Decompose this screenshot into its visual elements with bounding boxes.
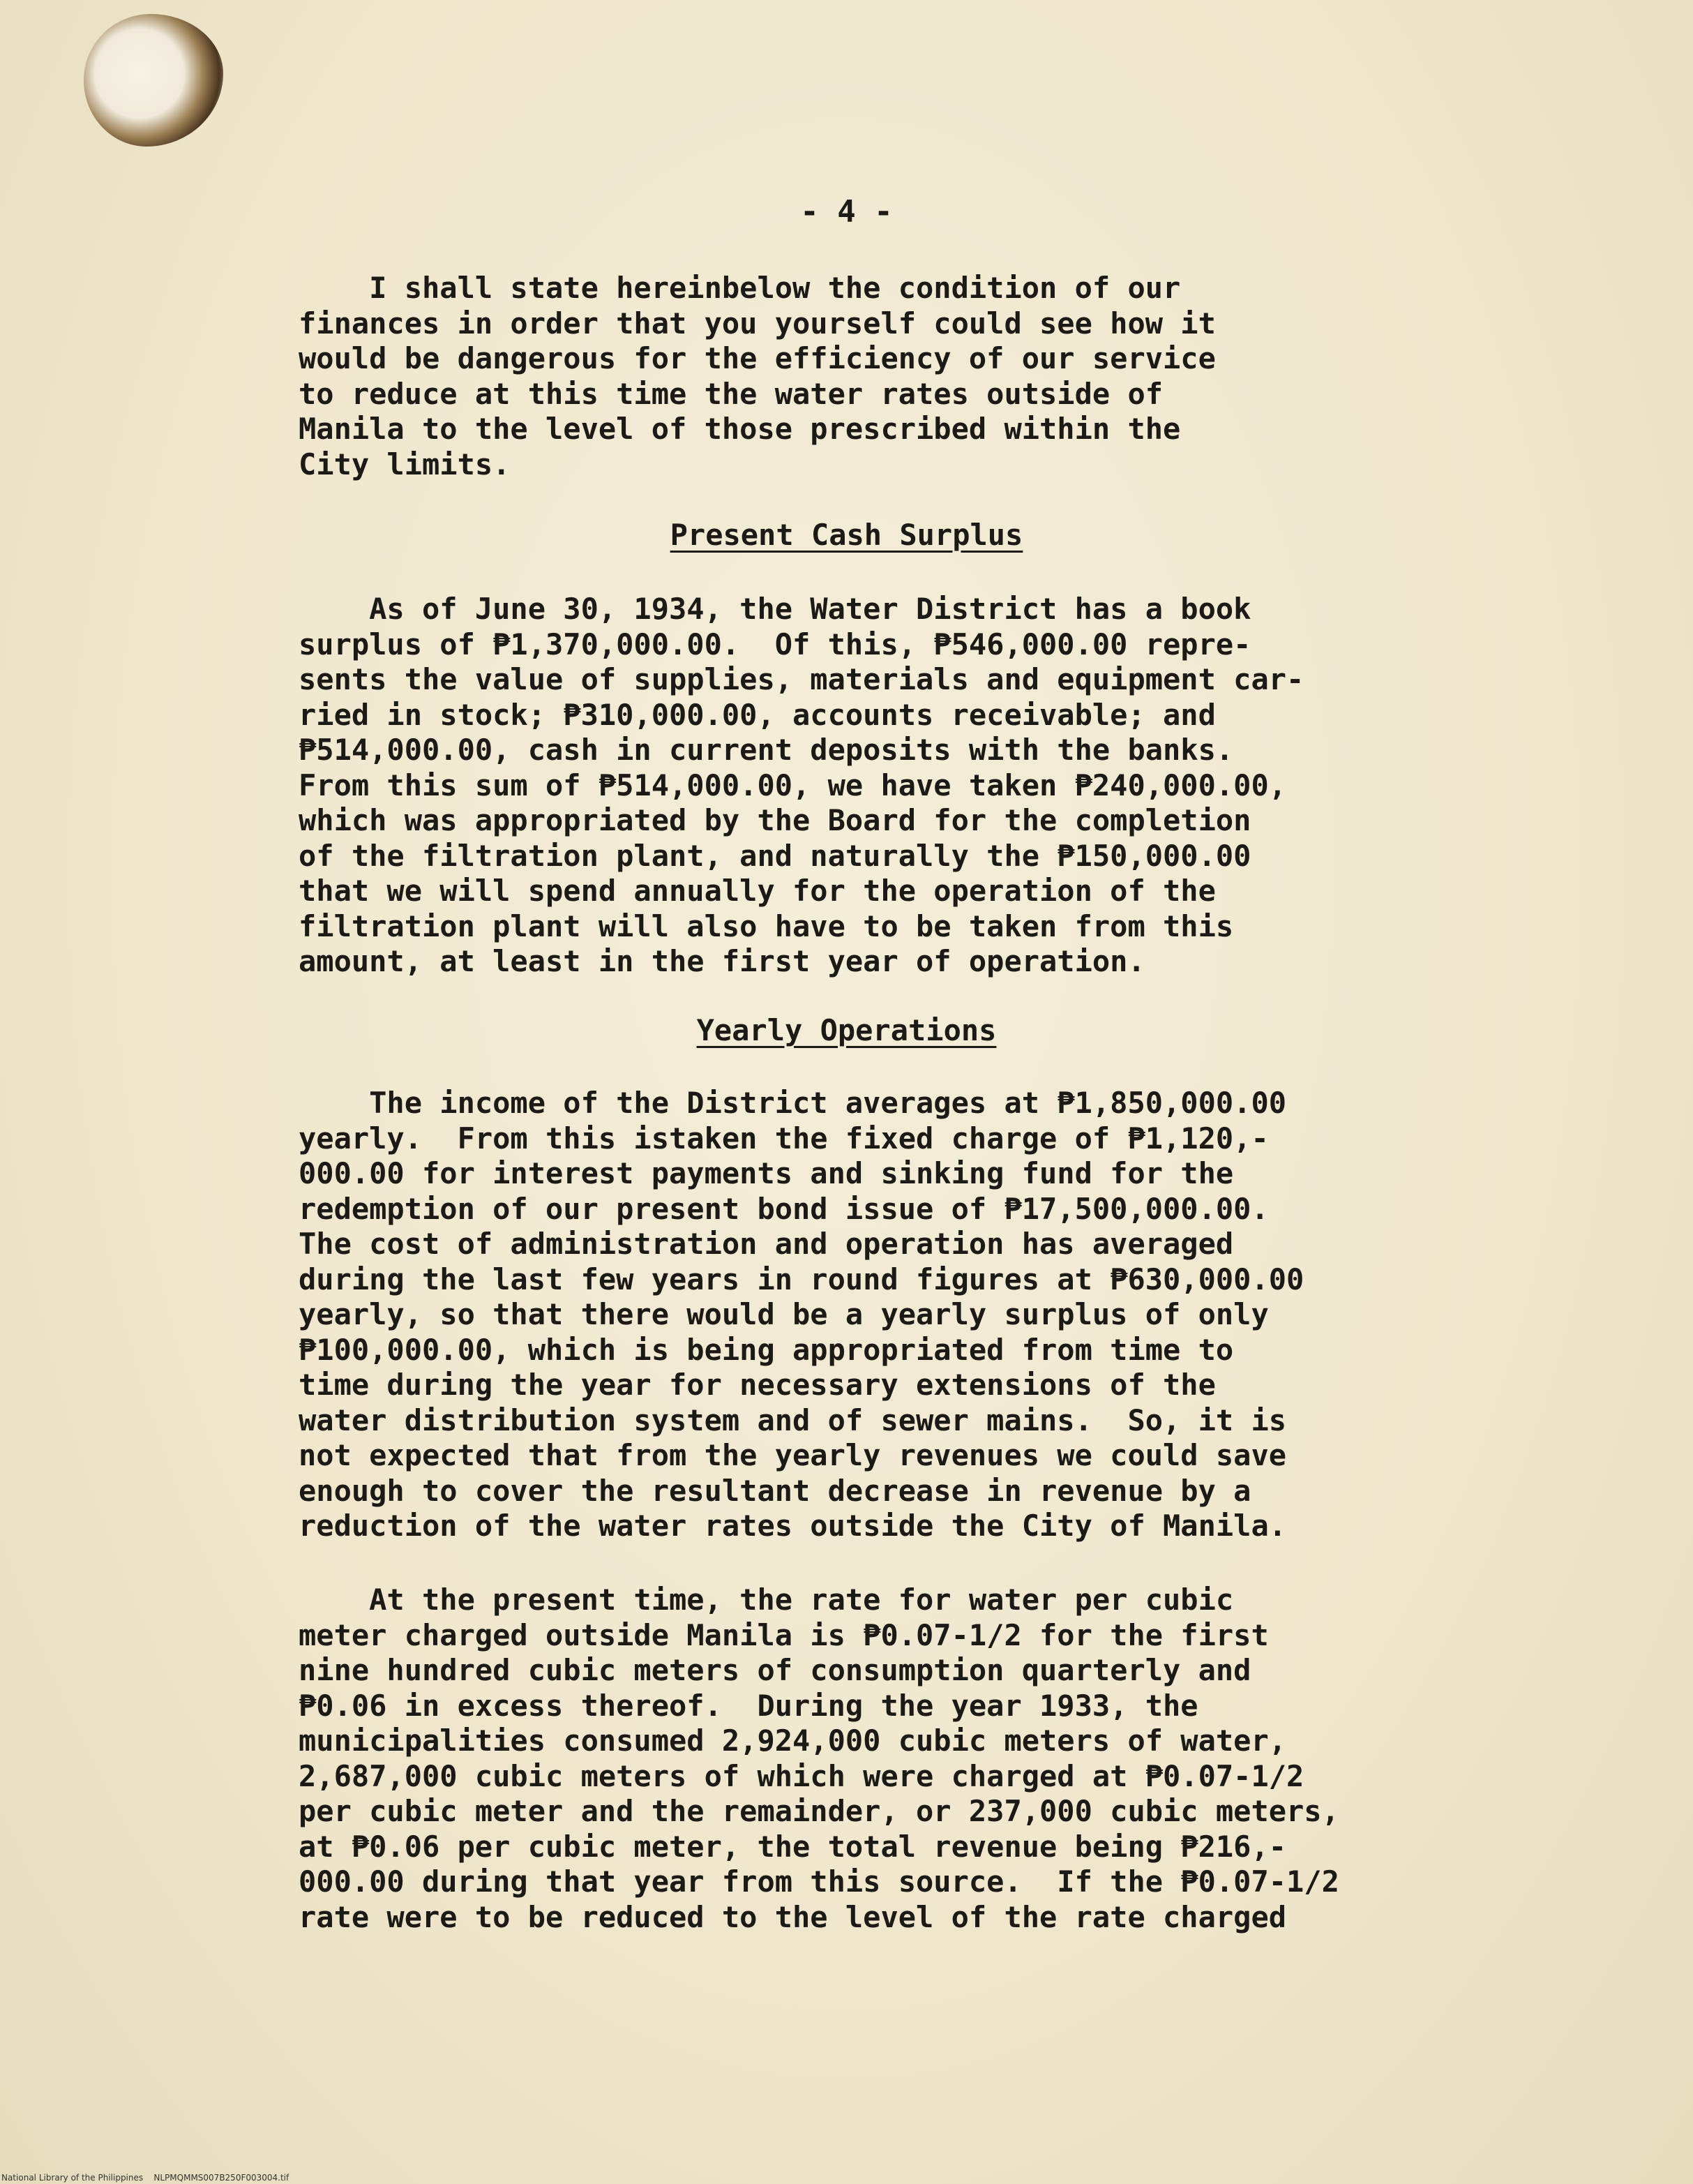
text-line: Manila to the level of those prescribed within the [299,412,1181,446]
text-line: ₱100,000.00, which is being appropriated from time to [299,1332,1234,1367]
text-line: rate were to be reduced to the level of the rate charged [299,1899,1287,1934]
text-line: yearly. From this istaken the fixed charge of ₱1,120,- [299,1121,1269,1155]
text-line: filtration plant will also have to be taken from this [299,908,1234,943]
text-line: water distribution system and of sewer mains. So, it is [299,1403,1287,1437]
text-line: redemption of our present bond issue of ₱17,500,000.00. [299,1191,1269,1226]
heading-text: Present Cash Surplus [670,518,1023,552]
yearly-operations-paragraph [299,1086,1554,1544]
text-line: yearly, so that there would be a yearly surplus of only [299,1297,1269,1331]
text-line: 000.00 during that year from this source. If the ₱0.07-1/2 [299,1864,1339,1899]
text-line: which was appropriated by the Board for the completion [299,803,1251,837]
text-line: reduction of the water rates outside the City of Manila. [299,1509,1287,1543]
text-line: 000.00 for interest payments and sinking fund for the [299,1156,1234,1190]
text-line: 2,687,000 cubic meters of which were charged at ₱0.07-1/2 [299,1758,1304,1793]
text-line: The cost of administration and operation has averaged [299,1227,1234,1261]
text-line: to reduce at this time the water rates outside of [299,376,1164,411]
text-line: municipalities consumed 2,924,000 cubic meters of water, [299,1723,1287,1758]
text-line: of the filtration plant, and naturally the ₱150,000.00 [299,838,1251,873]
text-line: finances in order that you yourself could see how it [299,306,1216,341]
text-line: At the present time, the rate for water per cubic [299,1583,1234,1617]
page-number: - 4 - [800,194,893,230]
text-line: I shall state hereinbelow the condition of our [299,271,1181,305]
text-line: would be dangerous for the efficiency of our service [299,341,1216,375]
archive-footer: National Library of the Philippines NLPMQMMS007B250F003004.tif [1,2173,289,2183]
section-heading-yearly-operations [0,1013,1693,1048]
section-heading-cash-surplus [0,518,1693,553]
text-line: at ₱0.06 per cubic meter, the total revenue being ₱216,- [299,1829,1287,1864]
text-line: that we will spend annually for the operation of the [299,874,1216,908]
text-line: ried in stock; ₱310,000.00, accounts receivable; and [299,697,1216,732]
text-line: time during the year for necessary extensions of the [299,1368,1216,1402]
text-line: surplus of ₱1,370,000.00. Of this, ₱546,000.00 repre- [299,627,1251,661]
text-line: amount, at least in the first year of operation. [299,944,1145,978]
rates-paragraph [299,1583,1554,1935]
text-line: ₱0.06 in excess thereof. During the year 1933, the [299,1688,1198,1723]
text-line: meter charged outside Manila is ₱0.07-1/2 for the first [299,1617,1269,1652]
text-line: per cubic meter and the remainder, or 237,000 cubic meters, [299,1794,1339,1828]
text-line: sents the value of supplies, materials and equipment car- [299,662,1304,696]
text-line: From this sum of ₱514,000.00, we have taken ₱240,000.00, [299,768,1287,802]
text-line: during the last few years in round figures at ₱630,000.00 [299,1262,1304,1296]
text-line: ₱514,000.00, cash in current deposits with the banks. [299,733,1234,767]
cash-surplus-paragraph [299,592,1554,980]
text-line: enough to cover the resultant decrease in revenue by a [299,1473,1251,1508]
text-line: The income of the District averages at ₱1,850,000.00 [299,1086,1287,1120]
text-line: nine hundred cubic meters of consumption quarterly and [299,1653,1251,1687]
text-line: not expected that from the yearly revenues we could save [299,1438,1287,1472]
heading-text: Yearly Operations [696,1013,997,1047]
intro-paragraph [299,271,1554,482]
text-line: City limits. [299,447,511,481]
text-line: As of June 30, 1934, the Water District has a book [299,592,1251,626]
